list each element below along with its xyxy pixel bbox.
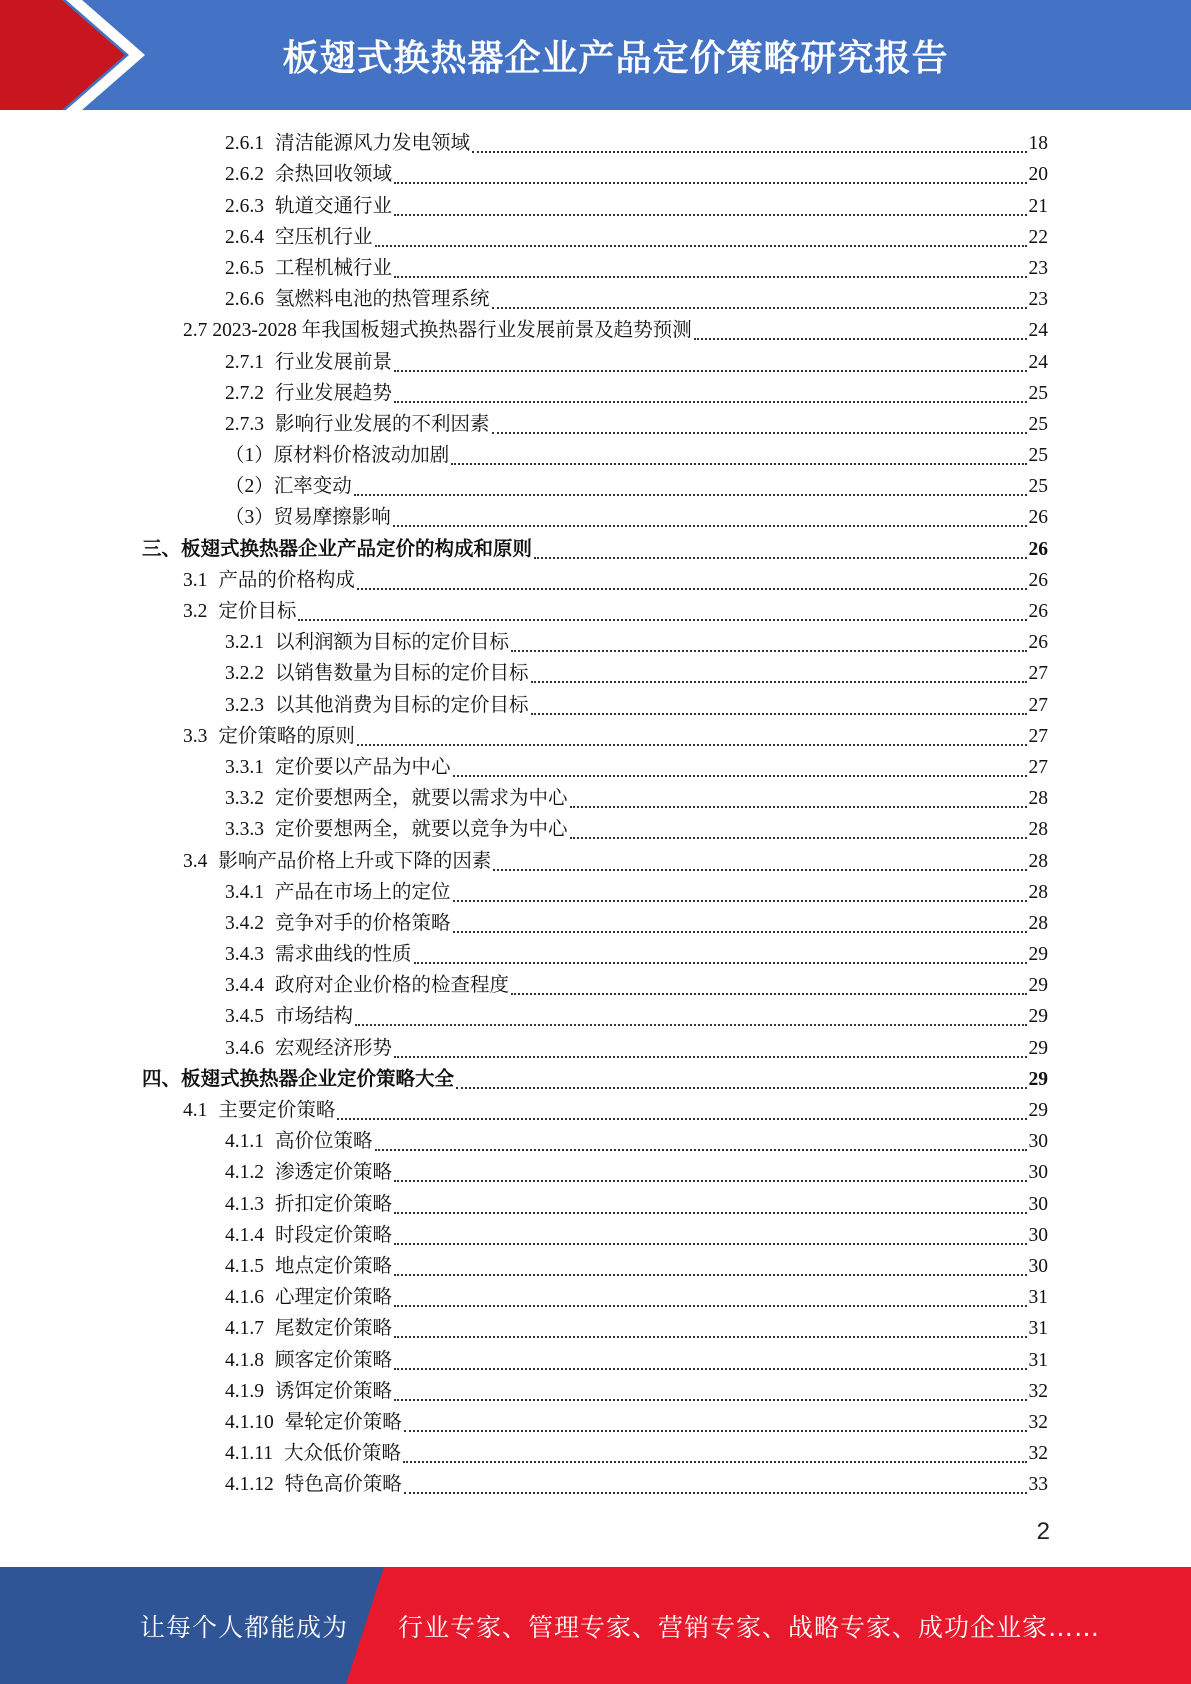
toc-dot-leader — [337, 1118, 1026, 1120]
toc-entry-title: 特色高价策略 — [284, 1474, 402, 1496]
toc-dot-leader — [534, 557, 1026, 559]
toc-entry[interactable] — [0, 720, 1191, 751]
toc-entry[interactable] — [0, 439, 1191, 470]
toc-entry-number: 3.2.2 — [225, 663, 264, 685]
toc-dot-leader — [394, 1180, 1026, 1182]
toc-entry[interactable] — [0, 751, 1191, 782]
toc-dot-leader — [694, 338, 1027, 340]
toc-entry-title: 定价要想两全，就要以竞争为中心 — [275, 819, 568, 841]
toc-entry-title: 以其他消费为目标的定价目标 — [275, 694, 529, 716]
toc-entry-title: 四、板翅式换热器企业定价策略大全 — [142, 1068, 455, 1090]
toc-dot-leader — [394, 1274, 1026, 1276]
page-number: 2 — [1036, 1518, 1050, 1545]
toc-entry-page: 29 — [1028, 1100, 1048, 1121]
table-of-contents — [0, 127, 1191, 1499]
toc-entry-title: （2）汇率变动 — [225, 476, 352, 498]
toc-entry-number: 3.4.4 — [225, 975, 264, 997]
toc-dot-leader — [493, 869, 1026, 871]
toc-entry[interactable] — [0, 1343, 1191, 1374]
toc-entry-page: 27 — [1028, 694, 1048, 716]
toc-entry-number: 4.1.12 — [225, 1474, 274, 1496]
toc-entry-title: 2023-2028 年我国板翅式换热器行业发展前景及趋势预测 — [212, 320, 692, 342]
toc-entry-page: 28 — [1028, 788, 1048, 810]
toc-entry[interactable] — [0, 844, 1191, 875]
toc-entry[interactable] — [0, 1468, 1191, 1499]
toc-entry-number: 3.3.1 — [225, 756, 264, 778]
toc-dot-leader — [531, 681, 1027, 683]
toc-entry-page: 26 — [1028, 601, 1048, 622]
toc-entry-title: 政府对企业价格的检查程度 — [275, 975, 510, 997]
toc-entry-page: 33 — [1028, 1474, 1048, 1496]
toc-entry-page: 29 — [1028, 944, 1048, 966]
toc-entry-title: 竞争对手的价格策略 — [275, 912, 451, 934]
toc-dot-leader — [511, 650, 1026, 652]
toc-entry[interactable] — [0, 876, 1191, 907]
toc-entry-page: 26 — [1028, 569, 1048, 591]
toc-dot-leader — [394, 1336, 1026, 1338]
toc-entry-page: 25 — [1028, 445, 1048, 467]
toc-entry-number: 4.1.10 — [225, 1411, 274, 1433]
toc-entry-number: 4.1.5 — [225, 1255, 264, 1277]
toc-dot-leader — [375, 1149, 1027, 1151]
toc-entry-number: 4.1.11 — [225, 1443, 274, 1465]
toc-dot-leader — [355, 1024, 1026, 1026]
toc-entry-page: 31 — [1028, 1318, 1048, 1340]
toc-entry-page: 21 — [1028, 195, 1048, 217]
toc-dot-leader — [404, 1492, 1027, 1494]
toc-entry-title: 大众低价策略 — [284, 1443, 402, 1465]
toc-entry[interactable] — [0, 782, 1191, 813]
toc-entry-page: 32 — [1028, 1443, 1048, 1465]
toc-entry-page: 27 — [1028, 725, 1048, 747]
toc-entry-number: 3.3.2 — [225, 788, 264, 810]
toc-entry-title: 晕轮定价策略 — [284, 1411, 402, 1433]
toc-entry-page: 30 — [1028, 1224, 1048, 1246]
toc-entry-title: 定价策略的原则 — [218, 725, 355, 747]
toc-dot-leader — [357, 744, 1027, 746]
toc-entry-number: 3.4.3 — [225, 944, 264, 966]
toc-entry-title: 定价要以产品为中心 — [275, 756, 451, 778]
toc-entry[interactable] — [0, 1437, 1191, 1468]
toc-entry-title: 产品的价格构成 — [218, 569, 355, 591]
toc-entry-number: 2.7.2 — [225, 382, 264, 404]
page-header — [0, 0, 1191, 110]
toc-entry-number: 2.6.1 — [225, 133, 264, 155]
toc-entry[interactable] — [0, 189, 1191, 220]
toc-entry[interactable] — [0, 626, 1191, 657]
toc-dot-leader — [403, 1461, 1026, 1463]
toc-entry-number: 4.1.3 — [225, 1193, 264, 1215]
toc-entry-number: 3.4 — [183, 850, 208, 872]
toc-entry-page: 25 — [1028, 413, 1048, 435]
toc-entry-title: 以销售数量为目标的定价目标 — [275, 663, 529, 685]
toc-entry-title: 影响产品价格上升或下降的因素 — [218, 850, 492, 872]
toc-dot-leader — [570, 806, 1027, 808]
toc-entry-title: 轨道交通行业 — [275, 195, 393, 217]
toc-entry-title: 以利润额为目标的定价目标 — [275, 632, 510, 654]
toc-entry-title: 高价位策略 — [275, 1131, 373, 1153]
toc-dot-leader — [570, 837, 1027, 839]
toc-entry[interactable] — [0, 1375, 1191, 1406]
toc-entry[interactable] — [0, 532, 1191, 563]
toc-dot-leader — [451, 463, 1026, 465]
toc-entry-number: 2.7.1 — [225, 351, 264, 373]
toc-entry-title: 主要定价策略 — [218, 1100, 336, 1121]
toc-entry-number: 2.6.2 — [225, 164, 264, 186]
toc-dot-leader — [394, 1368, 1026, 1370]
toc-entry-title: 行业发展前景 — [275, 351, 393, 373]
toc-entry-title: 诱饵定价策略 — [275, 1380, 393, 1402]
toc-entry[interactable] — [0, 657, 1191, 688]
toc-entry-number: 3.2 — [183, 601, 208, 622]
toc-entry-page: 25 — [1028, 382, 1048, 404]
toc-entry[interactable] — [0, 813, 1191, 844]
toc-dot-leader — [404, 1430, 1027, 1432]
toc-entry-number: 3.4.5 — [225, 1006, 264, 1028]
toc-entry-page: 18 — [1028, 133, 1048, 155]
toc-entry-page: 27 — [1028, 663, 1048, 685]
toc-dot-leader — [453, 931, 1027, 933]
toc-entry-page: 29 — [1028, 975, 1048, 997]
toc-entry-title: 定价要想两全，就要以需求为中心 — [275, 788, 568, 810]
toc-entry-page: 24 — [1028, 351, 1048, 373]
toc-dot-leader — [375, 245, 1027, 247]
toc-dot-leader — [453, 900, 1027, 902]
toc-entry-number: 4.1.8 — [225, 1349, 264, 1371]
toc-dot-leader — [531, 713, 1027, 715]
toc-entry-page: 28 — [1028, 850, 1048, 872]
toc-entry[interactable] — [0, 1094, 1191, 1125]
toc-entry-page: 28 — [1028, 912, 1048, 934]
toc-entry-page: 23 — [1028, 289, 1048, 311]
toc-entry-page: 30 — [1028, 1255, 1048, 1277]
toc-entry-page: 23 — [1028, 257, 1048, 279]
toc-dot-leader — [394, 1399, 1026, 1401]
toc-entry-page: 27 — [1028, 756, 1048, 778]
toc-entry-page: 26 — [1028, 632, 1048, 654]
toc-entry-page: 30 — [1028, 1131, 1048, 1153]
toc-entry-number: 4.1.7 — [225, 1318, 264, 1340]
toc-entry-number: 2.6.5 — [225, 257, 264, 279]
toc-entry[interactable] — [0, 408, 1191, 439]
toc-entry[interactable] — [0, 1281, 1191, 1312]
toc-entry[interactable] — [0, 969, 1191, 1000]
toc-entry[interactable] — [0, 345, 1191, 376]
toc-entry-page: 28 — [1028, 819, 1048, 841]
toc-dot-leader — [394, 1056, 1026, 1058]
toc-entry-title: 折扣定价策略 — [275, 1193, 393, 1215]
toc-dot-leader — [453, 775, 1027, 777]
toc-dot-leader — [511, 993, 1026, 995]
toc-entry[interactable] — [0, 470, 1191, 501]
toc-entry-title: 定价目标 — [218, 601, 297, 622]
toc-entry-title: 影响行业发展的不利因素 — [275, 413, 490, 435]
toc-entry-page: 32 — [1028, 1380, 1048, 1402]
toc-entry[interactable] — [0, 377, 1191, 408]
toc-dot-leader — [393, 525, 1027, 527]
toc-entry[interactable] — [0, 314, 1191, 345]
toc-entry-number: 2.7.3 — [225, 413, 264, 435]
toc-dot-leader — [492, 432, 1027, 434]
footer-slogan-right: 行业专家、管理专家、营销专家、战略专家、成功企业家…… — [398, 1612, 1101, 1642]
toc-entry-page: 30 — [1028, 1162, 1048, 1184]
toc-entry-page: 24 — [1028, 320, 1048, 342]
toc-entry[interactable] — [0, 1031, 1191, 1062]
toc-entry-title: 清洁能源风力发电领域 — [275, 133, 471, 155]
toc-dot-leader — [394, 1305, 1026, 1307]
toc-entry-number: 3.4.6 — [225, 1037, 264, 1059]
toc-entry[interactable] — [0, 1406, 1191, 1437]
toc-entry-page: 26 — [1028, 538, 1048, 560]
toc-dot-leader — [357, 588, 1027, 590]
toc-entry-title: 余热回收领域 — [275, 164, 393, 186]
toc-entry-title: 需求曲线的性质 — [275, 944, 412, 966]
toc-entry[interactable] — [0, 252, 1191, 283]
toc-entry-number: 3.4.2 — [225, 912, 264, 934]
toc-dot-leader — [394, 182, 1026, 184]
report-title: 板翅式换热器企业产品定价策略研究报告 — [282, 37, 949, 79]
toc-entry-page: 26 — [1028, 507, 1048, 529]
toc-entry-number: 2.6.4 — [225, 226, 264, 248]
header-arrow-decoration — [0, 0, 150, 110]
toc-dot-leader — [394, 214, 1026, 216]
toc-entry-page: 22 — [1028, 226, 1048, 248]
toc-entry-page: 30 — [1028, 1193, 1048, 1215]
toc-entry[interactable] — [0, 1156, 1191, 1187]
toc-entry-title: 行业发展趋势 — [275, 382, 393, 404]
toc-entry[interactable] — [0, 1000, 1191, 1031]
toc-entry-number: 2.6.6 — [225, 289, 264, 311]
toc-entry-title: 产品在市场上的定位 — [275, 881, 451, 903]
toc-entry-title: 心理定价策略 — [275, 1287, 393, 1309]
toc-entry[interactable] — [0, 564, 1191, 595]
toc-entry-title: 宏观经济形势 — [275, 1037, 393, 1059]
toc-entry[interactable] — [0, 1312, 1191, 1343]
toc-entry-title: 尾数定价策略 — [275, 1318, 393, 1340]
toc-dot-leader — [456, 1087, 1026, 1089]
toc-dot-leader — [414, 962, 1027, 964]
toc-entry[interactable] — [0, 501, 1191, 532]
toc-entry[interactable] — [0, 127, 1191, 158]
toc-entry-number: 3.2.1 — [225, 632, 264, 654]
toc-entry-page: 28 — [1028, 881, 1048, 903]
toc-entry[interactable] — [0, 688, 1191, 719]
footer-slogan-left: 让每个人都能成为 — [140, 1612, 349, 1642]
toc-entry-page: 29 — [1028, 1037, 1048, 1059]
page-footer — [0, 1567, 1191, 1684]
toc-dot-leader — [394, 1212, 1026, 1214]
toc-entry-title: 地点定价策略 — [275, 1255, 393, 1277]
toc-dot-leader — [472, 151, 1026, 153]
toc-entry[interactable] — [0, 1250, 1191, 1281]
toc-entry-number: 4.1.9 — [225, 1380, 264, 1402]
toc-entry-title: 三、板翅式换热器企业产品定价的构成和原则 — [142, 538, 533, 560]
toc-dot-leader — [354, 494, 1027, 496]
toc-entry-number: 4.1.6 — [225, 1287, 264, 1309]
toc-entry-title: 工程机械行业 — [275, 257, 393, 279]
toc-dot-leader — [492, 307, 1027, 309]
toc-entry-page: 29 — [1028, 1068, 1048, 1090]
toc-entry-number: 2.6.3 — [225, 195, 264, 217]
toc-dot-leader — [394, 370, 1026, 372]
toc-entry-number: 3.4.1 — [225, 881, 264, 903]
toc-entry-page: 32 — [1028, 1411, 1048, 1433]
toc-entry-number: 4.1.4 — [225, 1224, 264, 1246]
toc-entry-title: 空压机行业 — [275, 226, 373, 248]
toc-entry-page: 29 — [1028, 1006, 1048, 1028]
toc-entry-page: 31 — [1028, 1287, 1048, 1309]
toc-entry[interactable] — [0, 1219, 1191, 1250]
toc-entry[interactable] — [0, 1125, 1191, 1156]
toc-entry-number: 3.3 — [183, 725, 208, 747]
toc-entry-number: 3.2.3 — [225, 694, 264, 716]
toc-entry-number: 2.7 — [183, 320, 208, 342]
toc-entry-title: 时段定价策略 — [275, 1224, 393, 1246]
toc-entry[interactable] — [0, 158, 1191, 189]
toc-dot-leader — [394, 1243, 1026, 1245]
toc-entry-number: 3.3.3 — [225, 819, 264, 841]
toc-entry[interactable] — [0, 221, 1191, 252]
toc-entry-number: 4.1.1 — [225, 1131, 264, 1153]
toc-dot-leader — [394, 276, 1026, 278]
toc-entry-page: 25 — [1028, 476, 1048, 498]
toc-entry-page: 31 — [1028, 1349, 1048, 1371]
toc-entry-page: 20 — [1028, 164, 1048, 186]
toc-entry-number: 4.1 — [183, 1100, 208, 1121]
toc-entry-title: 渗透定价策略 — [275, 1162, 393, 1184]
toc-entry[interactable] — [0, 938, 1191, 969]
toc-entry[interactable] — [0, 1187, 1191, 1218]
toc-entry[interactable] — [0, 595, 1191, 626]
toc-entry-number: 3.1 — [183, 569, 208, 591]
toc-entry-number: 4.1.2 — [225, 1162, 264, 1184]
toc-entry-title: 氢燃料电池的热管理系统 — [275, 289, 490, 311]
toc-dot-leader — [298, 619, 1026, 621]
toc-entry-title: 市场结构 — [275, 1006, 354, 1028]
toc-dot-leader — [394, 401, 1026, 403]
toc-entry[interactable] — [0, 283, 1191, 314]
toc-entry[interactable] — [0, 1063, 1191, 1094]
toc-entry[interactable] — [0, 907, 1191, 938]
toc-entry-title: （1）原材料价格波动加剧 — [225, 445, 450, 467]
toc-entry-title: 顾客定价策略 — [275, 1349, 393, 1371]
toc-entry-title: （3）贸易摩擦影响 — [225, 507, 391, 529]
